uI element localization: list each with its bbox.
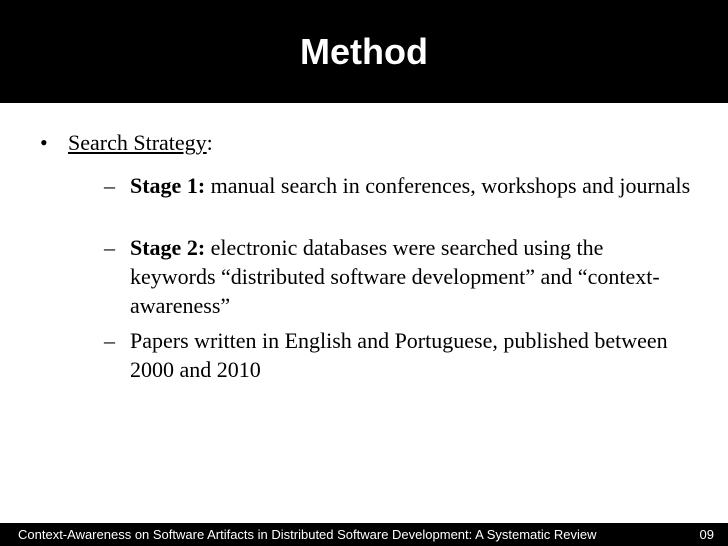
bullet-icon: • bbox=[40, 130, 48, 155]
stage-2-label: Stage 2: bbox=[130, 235, 206, 260]
languages-text: Papers written in English and Portuguese, published between 2000 and 2010 bbox=[130, 328, 668, 382]
stage-2-text: electronic databases were searched using the keywords “distributed software development” and “context-awareness” bbox=[130, 235, 660, 318]
sub-item-languages bbox=[104, 326, 694, 384]
search-strategy-link[interactable]: Search Strategy bbox=[68, 130, 207, 155]
sub-item-stage-2 bbox=[104, 233, 694, 320]
stage-1-text: manual search in conferences, workshops and journals bbox=[205, 173, 691, 198]
sub-item-stage-1 bbox=[104, 171, 694, 200]
title-bar bbox=[0, 0, 728, 103]
slide-title: Method bbox=[300, 31, 428, 72]
dash-icon: – bbox=[104, 328, 115, 353]
bullet-suffix: : bbox=[206, 130, 213, 155]
page-number: 09 bbox=[699, 527, 714, 542]
bullet-search-strategy bbox=[40, 128, 213, 158]
footer-title: Context-Awareness on Software Artifacts in Distributed Software Development: A Systematic Review bbox=[18, 527, 597, 542]
stage-1-label: Stage 1: bbox=[130, 173, 206, 198]
dash-icon: – bbox=[104, 173, 115, 198]
dash-icon: – bbox=[104, 235, 115, 260]
footer-bar bbox=[0, 523, 728, 546]
